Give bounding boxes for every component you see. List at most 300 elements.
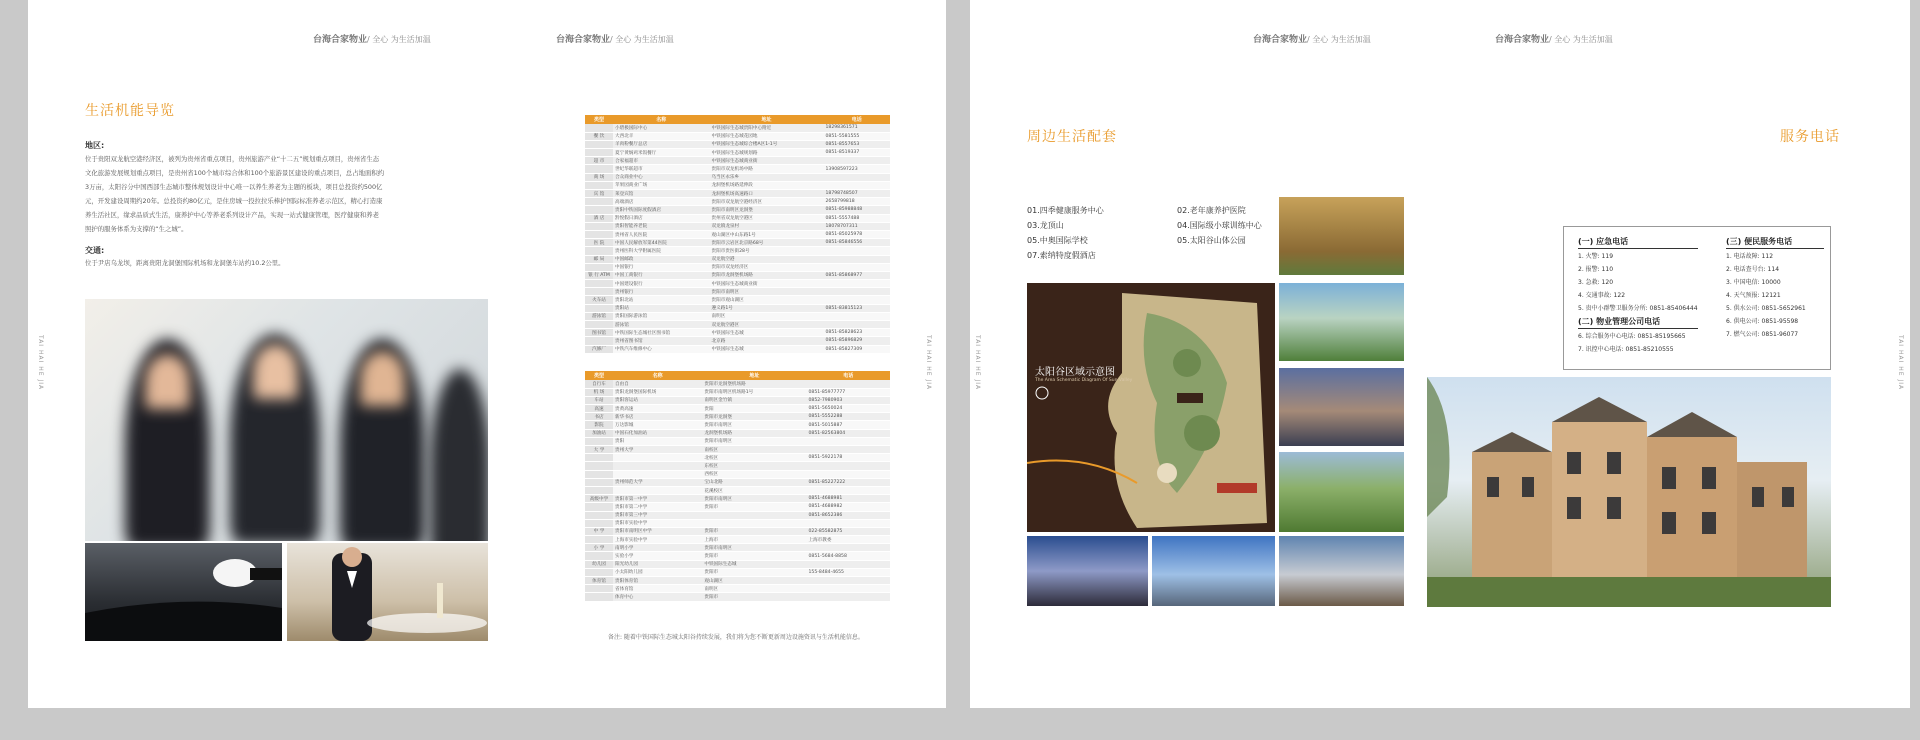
table-cell: 合众商业中心	[613, 173, 710, 181]
table-cell: 贵阳市双龙经济区	[710, 263, 824, 271]
table-row	[585, 124, 890, 132]
table-note: 备注: 随着中铁国际生态城太阳谷持续发展，我们将为您不断更新周边设施资讯与生活机能信息。	[608, 634, 864, 641]
page-title: 周边生活配套	[1027, 129, 1117, 145]
table-cell: 贵阳市龙洞堡机场路	[702, 380, 806, 388]
facility-photo	[1279, 368, 1404, 446]
table-cell: 中国建设银行	[613, 280, 710, 288]
table-cell: 贵阳客运站	[613, 396, 702, 404]
table-cell: 黔悦假日酒店	[613, 214, 710, 222]
table-cell	[806, 462, 890, 470]
table-cell	[585, 454, 613, 462]
running-header: 台海合家物业/ 全心 为生活加温	[1495, 35, 1613, 45]
table-cell: 超 市	[585, 157, 613, 165]
table-cell: 省体育馆	[613, 585, 702, 593]
table-cell: 合家福超市	[613, 157, 710, 165]
table-row	[585, 157, 890, 165]
side-mark: TAI HAI HE JIA	[37, 335, 44, 391]
table-cell: 0851-85977777	[806, 388, 890, 396]
table-cell: 火车站	[585, 296, 613, 304]
table-cell: 上海市教委	[806, 536, 890, 544]
table-cell: 酒 店	[585, 214, 613, 222]
table-cell: 南校区	[702, 446, 806, 454]
table-cell: 夏宁黄焖鸡米饭餐厅	[613, 149, 710, 157]
table-cell: 商 场	[585, 173, 613, 181]
table-cell: 贵阳市龙洞堡机场路	[710, 271, 824, 279]
table-cell	[823, 255, 890, 263]
table-cell: 小 学	[585, 544, 613, 552]
table-cell: 0852-7980903	[806, 396, 890, 404]
table-cell: 阳光幼儿园	[613, 560, 702, 568]
table-cell	[585, 149, 613, 157]
table-cell: 0851-85896829	[823, 337, 890, 345]
table-cell: 游泳馆	[613, 321, 710, 329]
table-cell: 世纪华联超市	[613, 165, 710, 173]
table-cell: 贵阳北站	[613, 296, 710, 304]
list-item: 05.太阳谷山体公园	[1177, 236, 1246, 245]
table-cell: 0851-5015887	[806, 421, 890, 429]
map-title: 太阳谷区域示意图	[1035, 367, 1115, 378]
table-cell: 体育馆	[585, 577, 613, 585]
running-header: 台海合家物业/ 全心 为生活加温	[313, 35, 431, 45]
table-cell	[585, 536, 613, 544]
table-cell: 南明小学	[613, 544, 702, 552]
list-item: 01.四季健康服务中心	[1027, 206, 1104, 215]
table-cell: 贵阳市贵医街28号	[710, 247, 824, 255]
table-cell: 0851-85846556	[823, 239, 890, 247]
table-cell	[585, 503, 613, 511]
table-cell	[585, 280, 613, 288]
phone-item: 1. 电话故障: 112	[1726, 253, 1774, 260]
table-row	[585, 288, 890, 296]
emergency-phones	[1578, 235, 1698, 356]
table-cell: 0851-5650024	[806, 405, 890, 413]
table-cell: 贵阳市	[702, 552, 806, 560]
table-cell	[613, 462, 702, 470]
table-cell: 贵阳市南明区机场路1号	[702, 388, 806, 396]
table-cell: 0851-5922178	[806, 454, 890, 462]
phone-item: 6. 供电公司: 0851-95598	[1726, 318, 1799, 325]
table-row	[585, 296, 890, 304]
table-cell: 宝山北路	[702, 478, 806, 486]
table-row	[585, 312, 890, 320]
table-cell	[585, 478, 613, 486]
table-row	[585, 478, 890, 486]
table-cell: 18798748507	[823, 190, 890, 198]
table-cell: 东校区	[702, 462, 806, 470]
table-header: 名称	[613, 371, 702, 380]
table-cell: 图书馆	[585, 329, 613, 337]
table-cell	[823, 181, 890, 189]
page-title: 服务电话	[1780, 129, 1840, 145]
table-cell: 贵阳市观山湖区	[710, 296, 824, 304]
table-cell: 观山湖区中山东路1号	[710, 230, 824, 238]
table-cell	[806, 519, 890, 527]
table-cell: 体育中心	[613, 593, 702, 601]
table-row	[585, 552, 890, 560]
table-cell: 贵阳市	[702, 527, 806, 535]
table-cell: 中铁国际生态城综合楼A区1-1号	[710, 140, 824, 148]
table-cell	[823, 312, 890, 320]
table-cell	[823, 321, 890, 329]
table-cell: 中铁汽车维修中心	[613, 345, 710, 353]
table-cell	[613, 454, 702, 462]
table-cell: 中铁国际生态城	[710, 345, 824, 353]
left-page	[28, 0, 946, 708]
table-cell	[585, 206, 613, 214]
table-cell	[823, 288, 890, 296]
table-cell: 小碧极国际中心	[613, 124, 710, 132]
table-row	[585, 230, 890, 238]
table-row	[585, 446, 890, 454]
table-cell	[585, 519, 613, 527]
table-row	[585, 198, 890, 206]
table-row	[585, 454, 890, 462]
table-cell: 双龙航空港	[710, 255, 824, 263]
table-cell	[823, 157, 890, 165]
table-cell: 幼儿园	[585, 560, 613, 568]
table-cell: 贵阳市实验中学	[613, 519, 702, 527]
table-cell: 中铁国际生态城	[702, 560, 806, 568]
table-row	[585, 503, 890, 511]
table-cell: 汽修厂	[585, 345, 613, 353]
table-cell: 022-85582875	[806, 527, 890, 535]
table-cell: 中国工商银行	[613, 271, 710, 279]
phone-item: 5. 供水公司: 0851-5652961	[1726, 305, 1806, 312]
table-header: 类型	[585, 115, 613, 124]
table-row	[585, 280, 890, 288]
table-cell: 观山湖区	[702, 577, 806, 585]
table-cell: 贵阳市双龙机场中路	[710, 165, 824, 173]
table-cell: 0851-85227222	[806, 478, 890, 486]
table-cell: 贵阳市	[702, 503, 806, 511]
table-cell: 贵州医科大学附属医院	[613, 247, 710, 255]
table-cell	[585, 462, 613, 470]
table-row	[585, 239, 890, 247]
table-cell	[823, 280, 890, 288]
table-cell: 自由自	[613, 380, 702, 388]
table-cell: 贵阳龙洞堡国际机场	[613, 388, 702, 396]
table-cell	[702, 511, 806, 519]
table-cell: 餐 饮	[585, 132, 613, 140]
phone-item: 2. 报警: 110	[1578, 266, 1614, 273]
table-cell: 贵阳	[702, 405, 806, 413]
facility-photo	[1279, 283, 1404, 361]
table-cell: 上海市	[702, 536, 806, 544]
table-header: 电话	[806, 371, 890, 380]
table-cell: 贵阳市龙洞堡	[702, 413, 806, 421]
table-cell: 游泳馆	[585, 312, 613, 320]
table-cell	[823, 263, 890, 271]
table-header: 地址	[710, 115, 824, 124]
table-row	[585, 388, 890, 396]
table-cell: 0851-8652386	[806, 511, 890, 519]
table-cell: 贵州大学	[613, 446, 702, 454]
list-item: 02.老年康养护医院	[1177, 206, 1246, 215]
table-row	[585, 271, 890, 279]
table-row	[585, 568, 890, 576]
table-cell: 花溪校区	[702, 486, 806, 494]
table-cell	[806, 446, 890, 454]
table-cell	[585, 593, 613, 601]
villa-illustration-icon	[1427, 377, 1831, 607]
running-header: 台海合家物业/ 全心 为生活加温	[556, 35, 674, 45]
table-cell: 大 学	[585, 446, 613, 454]
table-cell: 贵州省图书馆	[613, 337, 710, 345]
table-cell: 贵黄高速	[613, 405, 702, 413]
table-cell	[806, 437, 890, 445]
table-cell: 0851-83815123	[823, 304, 890, 312]
table-cell: 贵阳市南明区	[702, 495, 806, 503]
table-header: 名称	[613, 115, 710, 124]
list-item: 07.索纳特度假酒店	[1027, 251, 1096, 260]
table-cell: 中铁国际生态城商业街	[710, 280, 824, 288]
table-cell: 0851-82563804	[806, 429, 890, 437]
table-row	[585, 585, 890, 593]
table-cell: 0851-4688981	[806, 495, 890, 503]
table-cell	[585, 321, 613, 329]
table-cell	[613, 486, 702, 494]
table-row	[585, 247, 890, 255]
phone-item: 5. 贵中小群警卫服务分所: 0851-85406444	[1578, 305, 1698, 312]
table-cell: 贵阳市南明区	[702, 437, 806, 445]
table-row	[585, 560, 890, 568]
table-cell: 中国人民解放军第44医院	[613, 239, 710, 247]
table-cell	[585, 165, 613, 173]
table-cell: 机 场	[585, 388, 613, 396]
table-cell: 贵州省人民医院	[613, 230, 710, 238]
table-cell: 苹果园商业广场	[613, 181, 710, 189]
table-cell: 0851-85827309	[823, 345, 890, 353]
table-cell: 贵阳国际游泳馆	[613, 312, 710, 320]
location-text: 位于贵阳双龙航空港经济区，被列为贵州省重点项目，贵州旅游产业“十二五”规划重点项目，贵州省生态文化旅游发展规划重点项目，是贵州省100个城市综合体和100个旅游景区建设的重点项目，总占地面积约3万亩，太阳谷分中国西部生态城市整体规划设计中心唯一以养生养老为主题的板块，项目总投资约500亿元，开发建设周期约20年。总投资约80亿元，是住房城一投拉拉乐棒护国际标准养老示范区，精心打造康养生活社区，缘求品质式生活，康养护中心等养老系列设计产品，实现一站式健康管理，医疗健康和养老照护的服务体系为支撑的“生之城”。	[85, 155, 385, 233]
side-mark: TAI HAI HE JIA	[974, 335, 981, 391]
table-cell: 贵阳市南明区中学	[613, 527, 702, 535]
side-mark: TAI HAI HE JIA	[925, 335, 932, 391]
phone-heading: (三) 便民服务电话	[1726, 235, 1824, 249]
table-cell: 双龙镇龙泉村	[710, 222, 824, 230]
table-cell	[585, 140, 613, 148]
table-cell	[585, 585, 613, 593]
table-row	[585, 206, 890, 214]
table-row	[585, 544, 890, 552]
table-cell: 大西北羊	[613, 132, 710, 140]
list-item: 03.龙顶山	[1027, 221, 1064, 230]
table-row	[585, 396, 890, 404]
butler-figure-icon	[287, 543, 488, 641]
facility-photo	[1279, 452, 1404, 532]
table-cell: 0851-8519337	[823, 149, 890, 157]
table-cell: 18078707311	[823, 222, 890, 230]
transport-heading: 交通:	[85, 246, 105, 255]
table-cell	[585, 181, 613, 189]
table-cell: 龙洞堡机场高速路口	[710, 190, 824, 198]
table-cell: 贵阳市南明区龙洞堡	[710, 206, 824, 214]
phone-item: 2. 电话查号台: 114	[1726, 266, 1780, 273]
table-cell: 贵阳中铁国际度假酒店	[613, 206, 710, 214]
table-cell	[585, 304, 613, 312]
location-heading: 地区:	[85, 141, 105, 150]
table-cell	[585, 230, 613, 238]
table-cell: 书店	[585, 413, 613, 421]
table-cell: 西校区	[702, 470, 806, 478]
facilities-table	[585, 115, 890, 354]
side-mark: TAI HAI HE JIA	[1897, 335, 1904, 391]
table-row	[585, 593, 890, 601]
facility-photo	[1027, 536, 1148, 606]
table-cell	[806, 470, 890, 478]
table-cell: 0851-5557488	[823, 214, 890, 222]
table-row	[585, 527, 890, 535]
table-cell	[585, 437, 613, 445]
phone-item: 7. 燃气公司: 0851-96077	[1726, 331, 1799, 338]
table-cell	[823, 247, 890, 255]
table-cell: 中国石化加油站	[613, 429, 702, 437]
table-cell: 中国邮政	[613, 255, 710, 263]
table-cell: 高速	[585, 405, 613, 413]
list-item: 04.国际级小球训练中心	[1177, 221, 1262, 230]
table-cell	[585, 568, 613, 576]
table-cell: 北京路	[710, 337, 824, 345]
table-row	[585, 255, 890, 263]
table-cell	[806, 486, 890, 494]
table-cell: 0851-85868977	[823, 271, 890, 279]
phone-item: 3. 急救: 120	[1578, 279, 1614, 286]
table-row	[585, 405, 890, 413]
table-cell: 0851-4688982	[806, 503, 890, 511]
transport-text: 位于尹店乌龙坝，距离贵阳龙洞堡国际机场和龙洞堡车站约10.2公里。	[85, 259, 285, 267]
table-row	[585, 345, 890, 353]
table-header: 类型	[585, 371, 613, 380]
table-cell	[806, 560, 890, 568]
table-cell: 贵阳市第二中学	[613, 503, 702, 511]
table-cell	[823, 173, 890, 181]
phone-item: 4. 交通事故: 122	[1578, 292, 1626, 299]
butler-photo	[287, 543, 488, 641]
table-cell: 万达影城	[613, 421, 702, 429]
table-cell	[585, 263, 613, 271]
table-cell: 0851-8557653	[823, 140, 890, 148]
phone-item: 7. 讯控中心电话: 0851-85210555	[1578, 346, 1674, 353]
table-row	[585, 190, 890, 198]
table-cell: 车站	[585, 396, 613, 404]
table-cell: 贵阳智能养老院	[613, 222, 710, 230]
table-row	[585, 380, 890, 388]
gloved-hand-icon	[85, 543, 282, 641]
table-cell: 0851-5552288	[806, 413, 890, 421]
table-cell: 自行车	[585, 380, 613, 388]
table-row	[585, 462, 890, 470]
table-row	[585, 486, 890, 494]
table-cell: 贵州省双龙航空港区	[710, 214, 824, 222]
table-cell	[585, 198, 613, 206]
facility-photo	[1279, 536, 1404, 606]
table-row	[585, 321, 890, 329]
running-header: 台海合家物业/ 全心 为生活加温	[1253, 35, 1371, 45]
education-transport-table	[585, 371, 890, 602]
table-cell: 遵义路1号	[710, 304, 824, 312]
table-cell: 贵阳体育馆	[613, 577, 702, 585]
staff-photo	[85, 299, 488, 541]
table-row	[585, 511, 890, 519]
table-cell: 南明区金竹镇	[702, 396, 806, 404]
table-cell: 龙洞堡机场路	[702, 429, 806, 437]
table-cell: 龙洞堡机场路延伸段	[710, 181, 824, 189]
table-row	[585, 149, 890, 157]
table-cell: 中铁国际生态城规划路	[710, 149, 824, 157]
table-cell	[585, 337, 613, 345]
table-row	[585, 222, 890, 230]
table-header: 地址	[702, 371, 806, 380]
table-cell: 贵阳	[613, 437, 702, 445]
phone-item: 6. 综合服务中心电话: 0851-85195665	[1578, 333, 1686, 340]
table-cell: 贵阳市南明区	[702, 544, 806, 552]
phone-item: 3. 中国电信: 10000	[1726, 279, 1781, 286]
table-cell	[585, 552, 613, 560]
table-cell: 中 学	[585, 527, 613, 535]
table-cell	[585, 222, 613, 230]
table-cell: 北校区	[702, 454, 806, 462]
phone-heading: (二) 物业管理公司电话	[1578, 315, 1698, 329]
table-row	[585, 337, 890, 345]
phone-item: 1. 火警: 119	[1578, 253, 1614, 260]
facility-photo	[1152, 536, 1275, 606]
table-cell: 中铁国际生态城花园地	[710, 132, 824, 140]
table-cell: 贵阳市第三中学	[613, 511, 702, 519]
car-door-photo	[85, 543, 282, 641]
table-cell: 0851-85828623	[823, 329, 890, 337]
table-cell: 加油站	[585, 429, 613, 437]
table-row	[585, 421, 890, 429]
table-cell: 0851-85988848	[823, 206, 890, 214]
table-cell: 双龙航空港区	[710, 321, 824, 329]
table-cell: 羊肉粉餐厅总店	[613, 140, 710, 148]
table-cell: 影院	[585, 421, 613, 429]
table-cell: 银 行 ATM	[585, 271, 613, 279]
table-row	[585, 132, 890, 140]
table-cell	[585, 486, 613, 494]
table-cell: 莱登宾馆	[613, 190, 710, 198]
table-cell: 南明区	[710, 312, 824, 320]
table-cell: 0851-85025978	[823, 230, 890, 238]
table-cell: 新华书店	[613, 413, 702, 421]
table-cell	[806, 593, 890, 601]
table-cell	[806, 585, 890, 593]
table-cell	[806, 380, 890, 388]
table-cell: 2658799818	[823, 198, 890, 206]
table-cell: 贵阳站	[613, 304, 710, 312]
table-cell: 南明区	[702, 585, 806, 593]
table-cell: 0851-5684-8858	[806, 552, 890, 560]
table-cell: 贵阳市双龙航空港经济区	[710, 198, 824, 206]
table-cell	[585, 470, 613, 478]
table-cell: 乌当区永乐乡	[710, 173, 824, 181]
table-row	[585, 181, 890, 189]
service-phone-box	[1563, 226, 1831, 370]
table-cell: 贵阳市	[702, 568, 806, 576]
table-cell	[585, 124, 613, 132]
table-cell	[585, 288, 613, 296]
table-cell: 宾 馆	[585, 190, 613, 198]
table-row	[585, 413, 890, 421]
phone-heading: (一) 应急电话	[1578, 235, 1698, 249]
table-cell: 贵阳市南明区	[702, 421, 806, 429]
phone-item: 4. 天气预报: 12121	[1726, 292, 1781, 299]
table-row	[585, 470, 890, 478]
table-cell: 18298361571	[823, 124, 890, 132]
table-cell: 贵州银行	[613, 288, 710, 296]
table-row	[585, 304, 890, 312]
table-cell: 贵阳市南明区	[710, 288, 824, 296]
